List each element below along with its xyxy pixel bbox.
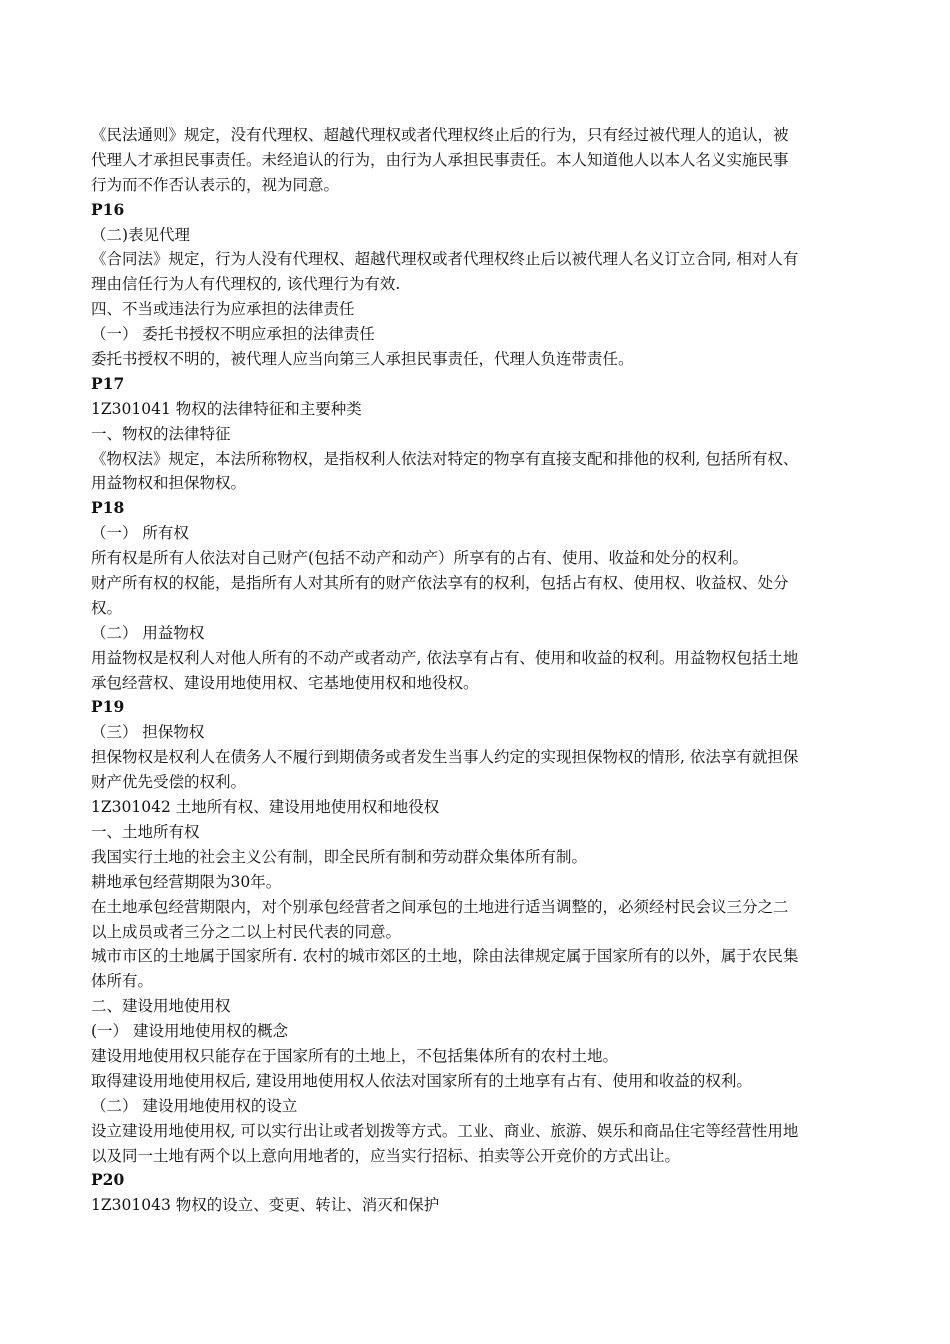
page-marker: P20 — [91, 1170, 125, 1190]
text-line: 《民法通则》规定，没有代理权、超越代理权或者代理权终止后的行为，只有经过被代理人的追认，被 — [91, 126, 789, 144]
text-line: 以及同一土地有两个以上意向用地者的，应当实行招标、拍卖等公开竞价的方式出让。 — [91, 1146, 681, 1165]
text-line: （二） 建设用地使用权的设立 — [91, 1096, 298, 1115]
text-line: 耕地承包经营期限为30年。 — [91, 872, 282, 891]
text-line: 《物权法》规定，本法所称物权，是指权利人依法对特定的物享有直接支配和排他的权利, 包括所有权、 — [91, 449, 799, 468]
text-line: 行为而不作否认表示的，视为同意。 — [91, 175, 340, 194]
text-line: 财产所有权的权能，是指所有人对其所有的财产依法享有的权利，包括占有权、使用权、收益权、处分 — [91, 574, 789, 593]
page-marker: P19 — [91, 697, 125, 717]
text-line: 代理人才承担民事责任。未经追认的行为，由行为人承担民事责任。本人知道他人以本人名义实施民事 — [91, 150, 789, 169]
text-line: 1Z301041 物权的法律特征和主要种类 — [91, 399, 362, 418]
text-line: 权。 — [91, 598, 123, 617]
text-line: 1Z301043 物权的设立、变更、转让、消灭和保护 — [91, 1196, 440, 1215]
text-line: 财产优先受偿的权利。 — [91, 773, 247, 792]
text-line: 建设用地使用权只能存在于国家所有的土地上，不包括集体所有的农村土地。 — [91, 1046, 619, 1065]
text-line: 担保物权是权利人在债务人不履行到期债务或者发生当事人约定的实现担保物权的情形, 依法享有就担保 — [91, 748, 799, 767]
text-line: 1Z301042 土地所有权、建设用地使用权和地役权 — [91, 798, 440, 817]
text-line: （一） 委托书授权不明应承担的法律责任 — [91, 325, 375, 344]
text-line: 二、建设用地使用权 — [91, 997, 231, 1016]
text-line: 在土地承包经营期限内，对个别承包经营者之间承包的土地进行适当调整的，必须经村民会议三分之二 — [91, 897, 789, 916]
text-line: 以上成员或者三分之二以上村民代表的同意。 — [91, 922, 402, 941]
page-marker: P16 — [91, 199, 125, 219]
text-line: 一、物权的法律特征 — [91, 424, 231, 443]
page-marker: P17 — [91, 373, 125, 393]
text-line: 一、土地所有权 — [91, 822, 200, 841]
text-line: 四、不当或违法行为应承担的法律责任 — [91, 300, 355, 319]
page-marker: P18 — [91, 498, 125, 518]
text-line: （二)表见代理 — [91, 225, 191, 244]
text-line: （三） 担保物权 — [91, 723, 205, 742]
text-line: 用益物权和担保物权。 — [91, 474, 247, 493]
text-line: 我国实行土地的社会主义公有制，即全民所有制和劳动群众集体所有制。 — [91, 847, 588, 866]
text-line: 设立建设用地使用权, 可以实行出让或者划拨等方式。工业、商业、旅游、娱乐和商品住宅等经营性用地 — [91, 1121, 799, 1140]
text-line: 理由信任行为人有代理权的, 该代理行为有效. — [91, 275, 401, 294]
text-line: 用益物权是权利人对他人所有的不动产或者动产, 依法享有占有、使用和收益的权利。用益物权包括土地 — [91, 648, 799, 667]
text-line: (一） 建设用地使用权的概念 — [91, 1022, 288, 1041]
text-line: （二） 用益物权 — [91, 623, 205, 642]
text-line: 《合同法》规定，行为人没有代理权、超越代理权或者代理权终止后以被代理人名义订立合同, 相对人有 — [91, 250, 799, 269]
text-line: 取得建设用地使用权后, 建设用地使用权人依法对国家所有的土地享有占有、使用和收益的权利。 — [91, 1071, 752, 1090]
text-line: 城市市区的土地属于国家所有. 农村的城市郊区的土地，除由法律规定属于国家所有的以外，属于农民集 — [91, 947, 799, 966]
text-line: 体所有。 — [91, 972, 154, 991]
text-line: 所有权是所有人依法对自己财产(包括不动产和动产）所享有的占有、使用、收益和处分的权利。 — [91, 549, 749, 568]
text-line: 委托书授权不明的，被代理人应当向第三人承担民事责任，代理人负连带责任。 — [91, 350, 634, 369]
text-line: 承包经营权、建设用地使用权、宅基地使用权和地役权。 — [91, 673, 479, 692]
document-body — [91, 123, 861, 1218]
text-line: （一） 所有权 — [91, 524, 189, 543]
